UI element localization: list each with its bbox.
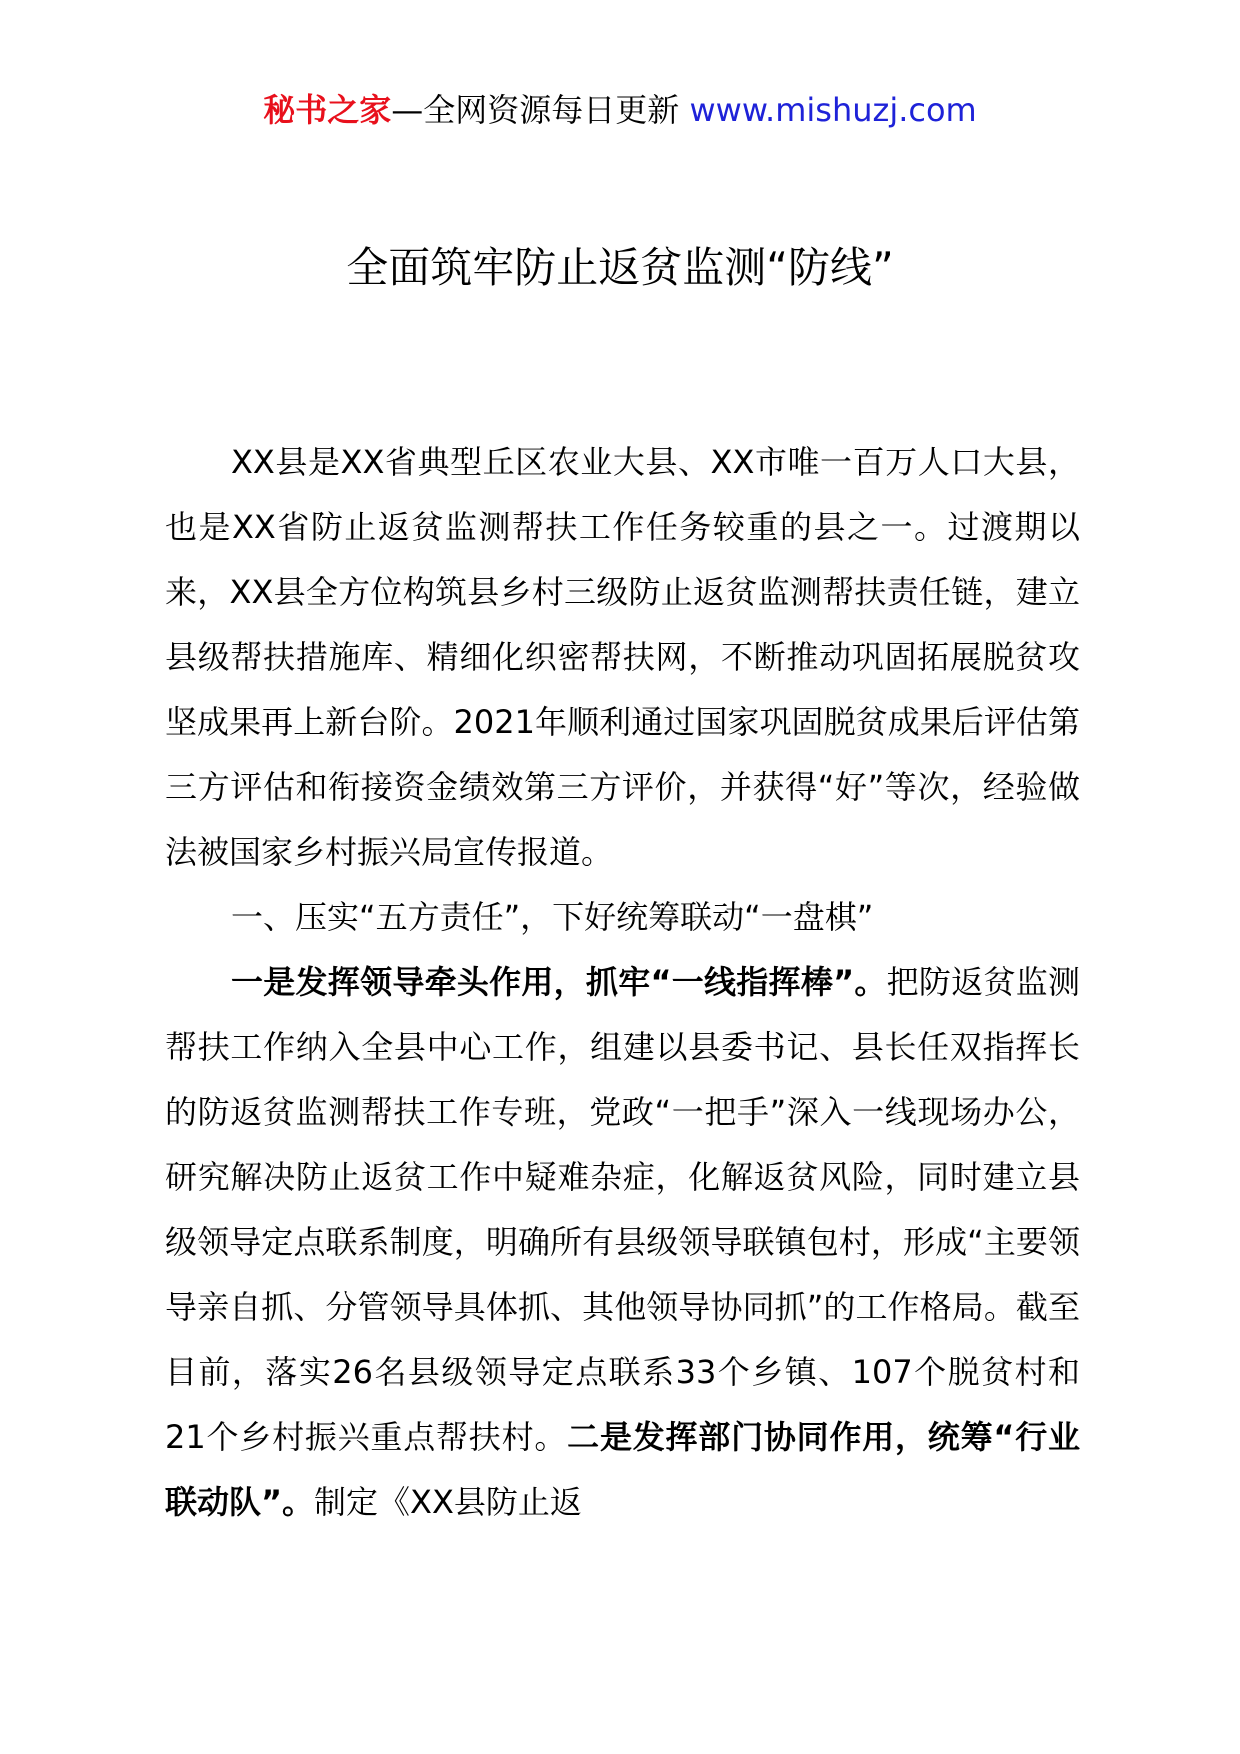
document-title: 全面筑牢防止返贫监测“防线” (346, 243, 894, 292)
document-body (165, 430, 1080, 1535)
point-2-heading: 二是发挥部门协同作用，统筹“行业联动队”。 (165, 1418, 1080, 1521)
site-url-link[interactable]: www.mishuzj.com (689, 91, 977, 129)
point-paragraph (165, 950, 1080, 1535)
intro-paragraph: XX县是XX省典型丘区农业大县、XX市唯一百万人口大县，也是XX省防止返贫监测帮扶工作任务较重的县之一。过渡期以来，XX县全方位构筑县乡村三级防止返贫监测帮扶责任链，建立县级帮扶措施库、精细化织密帮扶网，不断推动巩固拓展脱贫攻坚成果再上新台阶。2021年顺利通过国家巩固脱贫成果后评估第三方评估和衔接资金绩效第三方评价，并获得“好”等次，经验做法被国家乡村振兴局宣传报道。 (165, 443, 1080, 871)
point-1-heading: 一是发挥领导牵头作用，抓牢“一线指挥棒”。 (231, 963, 887, 1001)
section-heading: 一、压实“五方责任”，下好统筹联动“一盘棋” (231, 898, 874, 936)
site-header (0, 88, 1240, 132)
point-2-text: 制定《XX县防止返 (314, 1483, 582, 1521)
brand-name: 秘书之家 (263, 91, 392, 129)
header-tagline: —全网资源每日更新 (391, 91, 690, 129)
point-1-text: 把防返贫监测帮扶工作纳入全县中心工作，组建以县委书记、县长任双指挥长的防返贫监测帮扶工作专班，党政“一把手”深入一线现场办公，研究解决防止返贫工作中疑难杂症，化解返贫风险，同时建立县级领导定点联系制度，明确所有县级领导联镇包村，形成“主要领导亲自抓、分管领导具体抓、其他领导协同抓”的工作格局。截至目前，落实26名县级领导定点联系33个乡镇、107个脱贫村和21个乡村振兴重点帮扶村。 (165, 963, 1080, 1456)
